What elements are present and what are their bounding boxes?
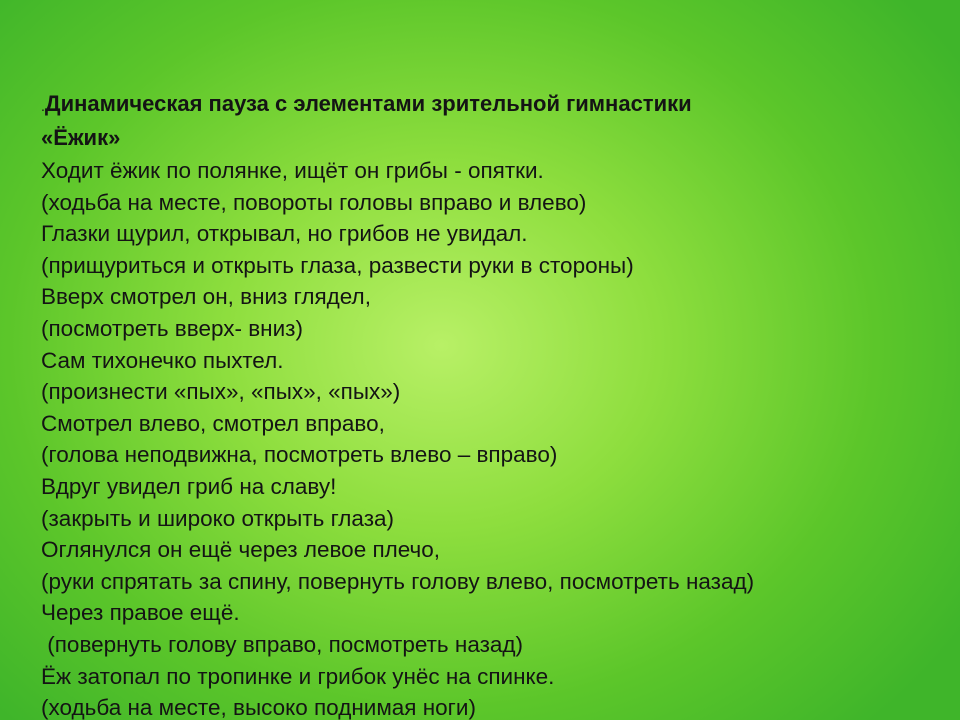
poem-line: Ходит ёжик по полянке, ищёт он грибы - опятки. (41, 158, 544, 183)
poem-line: (посмотреть вверх- вниз) (41, 315, 303, 341)
poem-line: Ёж затопал по тропинке и грибок унёс на спинке. (41, 663, 555, 689)
title-line-1: Динамическая пауза с элементами зрительной гимнастики (44, 91, 692, 116)
poem-line: (руки спрятать за спину, повернуть голову влево, посмотреть назад) (41, 568, 755, 594)
poem-line: (произнести «пых», «пых», «пых») (41, 379, 401, 405)
poem-line: (голова неподвижна, посмотреть влево – вправо) (41, 442, 558, 468)
poem-lines (41, 155, 941, 720)
poem-line: (повернуть голову вправо, посмотреть назад) (41, 631, 524, 657)
slide-content (41, 88, 941, 720)
poem-line: Сам тихонечко пыхтел. (41, 347, 284, 373)
poem-line: Смотрел влево, смотрел вправо, (41, 410, 385, 436)
poem-line: Вдруг увидел гриб на славу! (41, 473, 337, 499)
poem-line: (ходьба на месте, высоко поднимая ноги) (41, 695, 476, 720)
poem-line: (ходьба на месте, повороты головы вправо и влево) (41, 189, 587, 215)
poem-line: Вверх смотрел он, вниз глядел, (41, 284, 371, 310)
poem-line: Глазки щурил, открывал, но грибов не увидал. (41, 221, 528, 247)
title-line-2: «Ёжик» (41, 125, 121, 150)
poem-line: Через правое ещё. (41, 600, 240, 626)
poem-line: Оглянулся он ещё через левое плечо, (41, 537, 441, 563)
title-prefix: . (41, 98, 45, 114)
poem-line: (закрыть и широко открыть глаза) (41, 505, 395, 531)
slide-title (41, 88, 941, 153)
poem-line: (прищуриться и открыть глаза, развести руки в стороны) (41, 252, 634, 278)
